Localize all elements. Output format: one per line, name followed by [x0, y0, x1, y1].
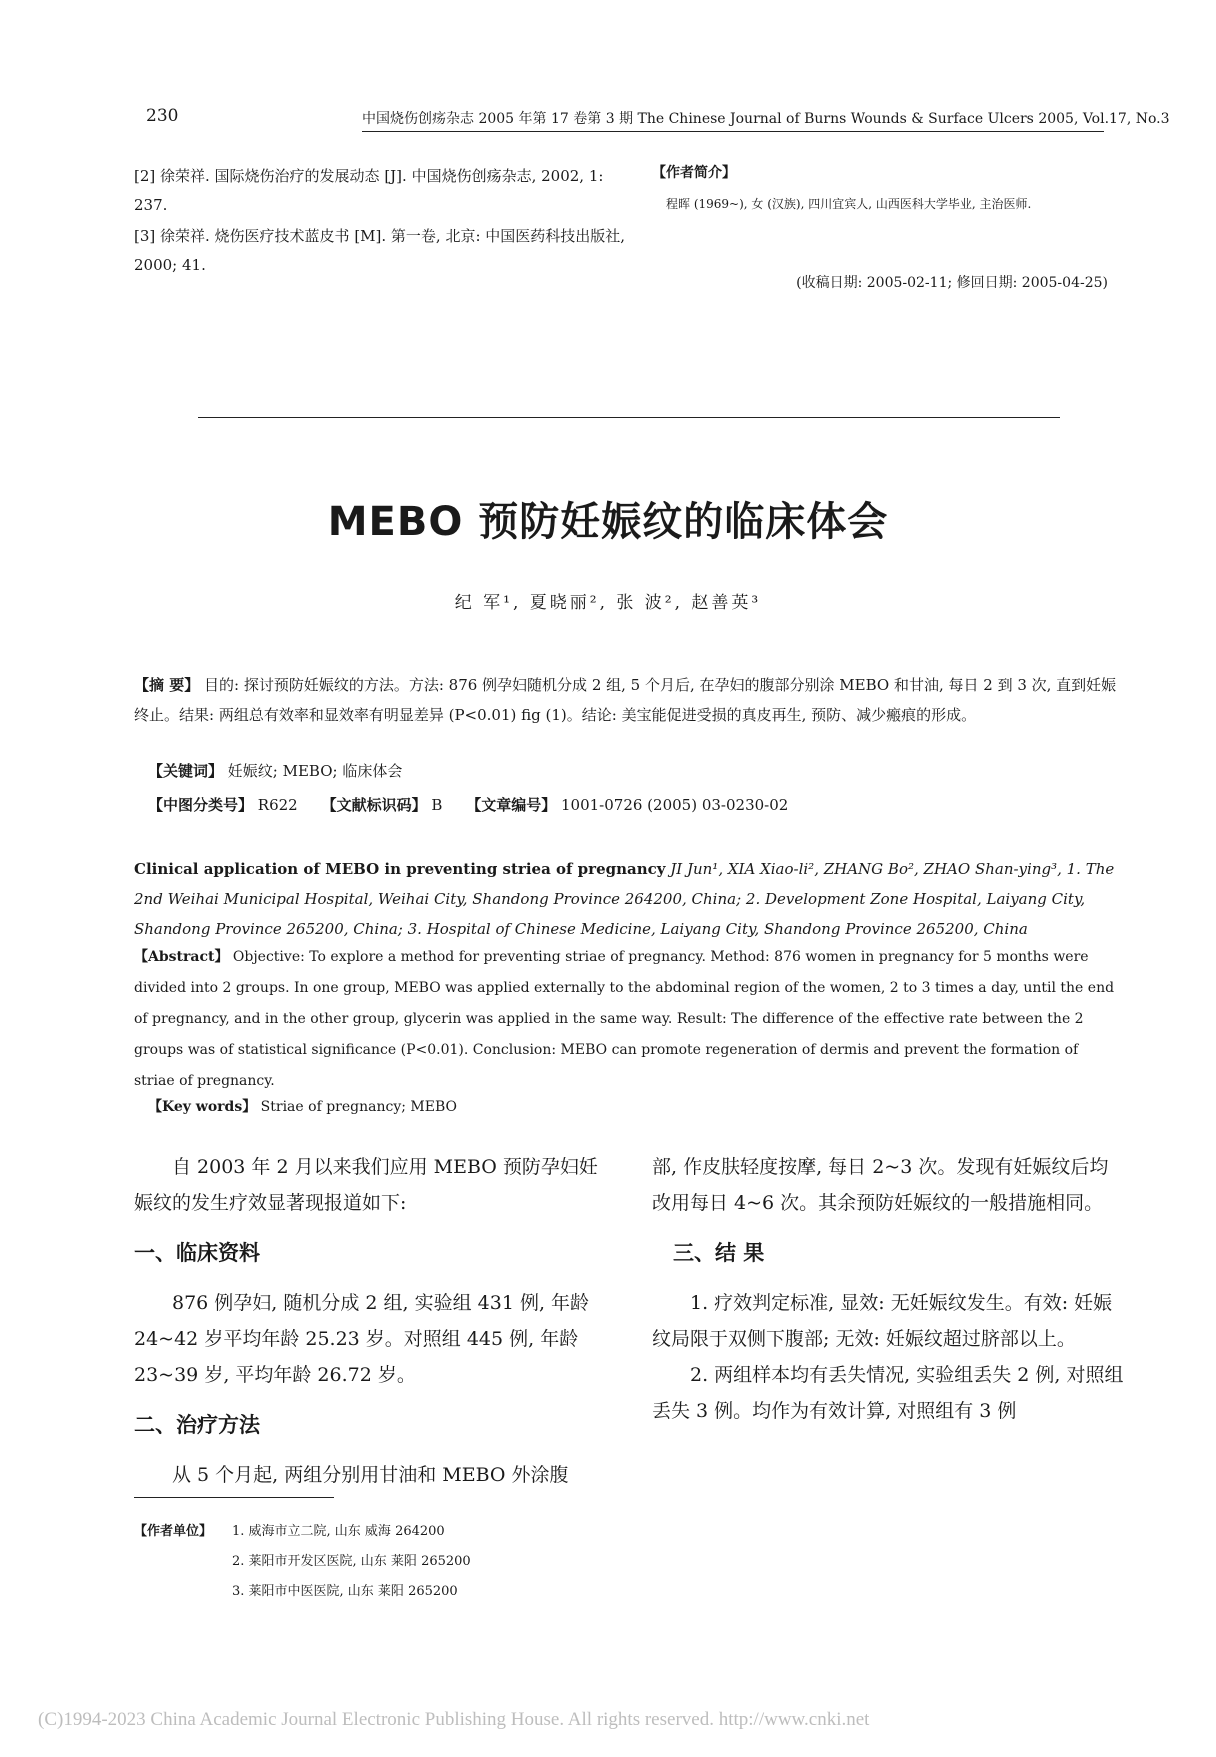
footnote-line: 3. 莱阳市中医医院, 山东 莱阳 265200 — [232, 1584, 458, 1599]
body-left-column — [134, 1149, 606, 1493]
section-heading-1: 一、临床资料 — [134, 1241, 260, 1265]
section-heading-2: 二、治疗方法 — [134, 1413, 260, 1437]
footnote-line: 2. 莱阳市开发区医院, 山东 莱阳 265200 — [232, 1554, 471, 1569]
received-dates: (收稿日期: 2005-02-11; 修回日期: 2005-04-25) — [796, 275, 1108, 291]
author-bio-label: 【作者简介】 — [652, 165, 736, 181]
doc-code-label: 【文献标识码】 — [321, 796, 427, 814]
abstract-cn-label: 【摘 要】 — [134, 676, 200, 694]
english-abstract-label: 【Abstract】 — [134, 949, 229, 965]
body-paragraph-4: 2. 两组样本均有丢失情况, 实验组丢失 2 例, 对照组丢失 3 例。均作为有效计算, 对照组有 3 例 — [652, 1364, 1124, 1422]
page-number: 230 — [146, 106, 179, 126]
body-paragraph-3: 1. 疗效判定标准, 显效: 无妊娠纹发生。有效: 妊娠纹局限于双侧下腹部; 无效: 妊娠纹超过脐部以上。 — [652, 1292, 1113, 1350]
english-title-block — [134, 854, 1122, 944]
article-title: MEBO 预防妊娠纹的临床体会 — [327, 499, 889, 545]
keywords-cn-label: 【关键词】 — [148, 762, 224, 780]
section-heading-3: 三、结 果 — [673, 1241, 765, 1265]
reference-3: [3] 徐荣祥. 烧伤医疗技术蓝皮书 [M]. 第一卷, 北京: 中国医药科技出版社, 2000; 41. — [134, 227, 626, 274]
article-separator — [198, 417, 1060, 418]
classification-line — [148, 794, 788, 815]
english-keywords-text: Striae of pregnancy; MEBO — [256, 1099, 457, 1115]
header-rule — [362, 131, 1104, 132]
keywords-cn — [148, 760, 402, 781]
author-bio-text: 程晖 (1969~), 女 (汉族), 四川宜宾人, 山西医科大学毕业, 主治医师. — [666, 197, 1032, 211]
english-keywords — [148, 1096, 457, 1116]
article-number-label: 【文章编号】 — [466, 796, 557, 814]
article-authors: 纪 军¹, 夏晓丽², 张 波², 赵善英³ — [454, 593, 762, 613]
copyright-notice: (C)1994-2023 China Academic Journal Electronic Publishing House. All rights reserved. http://www.cnki.net — [38, 1709, 870, 1730]
footnote-line: 1. 威海市立二院, 山东 威海 264200 — [232, 1524, 445, 1539]
body-right-column — [652, 1149, 1126, 1429]
article-number-value: 1001-0726 (2005) 03-0230-02 — [556, 796, 789, 814]
reference-2: [2] 徐荣祥. 国际烧伤治疗的发展动态 [J]. 中国烧伤创疡杂志, 2002, 1: 237. — [134, 167, 604, 214]
body-paragraph-2-continued: 部, 作皮肤轻度按摩, 每日 2~3 次。发现有妊娠纹后均改用每日 4~6 次。其余预防妊娠纹的一般措施相同。 — [652, 1156, 1109, 1214]
english-affiliations: 1. The 2nd Weihai Municipal Hospital, Weihai City, Shandong Province 264200, China; 2. Development Zone Hospital, Laiyang City, Shandong Province 265200, China; 3. Hospital of Chinese Medicine, Laiyang City, Shandong Province 265200, China — [134, 860, 1115, 938]
body-paragraph-2: 从 5 个月起, 两组分别用甘油和 MEBO 外涂腹 — [172, 1464, 569, 1486]
english-title: Clinical application of MEBO in preventing striea of pregnancy — [134, 860, 666, 878]
english-keywords-label: 【Key words】 — [148, 1099, 257, 1115]
english-abstract-text: Objective: To explore a method for preventing striae of pregnancy. Method: 876 women in pregnancy for 5 months were divided into 2 groups. In one group, MEBO was applied externally to the abdominal region of the women, 2 to 3 times a day, until the end of pregnancy, and in the other group, glycerin was applied in the same way. Result: The difference of the effective rate between the 2 groups was of statistical significance (P<0.01). Conclusion: MEBO can promote regeneration of dermis and prevent the formation of striae of pregnancy. — [134, 949, 1115, 1089]
running-head: 中国烧伤创疡杂志 2005 年第 17 卷第 3 期 The Chinese Journal of Burns Wounds & Surface Ulcers 2005, Vol.17, No.3 — [362, 111, 1170, 127]
abstract-cn — [134, 670, 1122, 730]
body-intro: 自 2003 年 2 月以来我们应用 MEBO 预防孕妇妊娠纹的发生疗效显著现报道如下: — [134, 1156, 598, 1214]
footnote-label: 【作者单位】 — [134, 1524, 213, 1539]
doc-code-value: B — [426, 796, 443, 814]
abstract-cn-text: 目的: 探讨预防妊娠纹的方法。方法: 876 例孕妇随机分成 2 组, 5 个月后, 在孕妇的腹部分别涂 MEBO 和甘油, 每日 2 到 3 次, 直到妊娠终止。结果: 两组总有效率和显效率有明显差异 (P<0.01) fig (1)。结论: 美宝能促进受损的真皮再生, 预防、减少瘢痕的形成。 — [134, 676, 1117, 724]
body-paragraph-1: 876 例孕妇, 随机分成 2 组, 实验组 431 例, 年龄 24~42 岁平均年龄 25.23 岁。对照组 445 例, 年龄 23~39 岁, 平均年龄 26.72 岁。 — [134, 1292, 590, 1386]
class-value: R622 — [253, 796, 298, 814]
keywords-cn-text: 妊娠纹; MEBO; 临床体会 — [223, 762, 403, 780]
class-label: 【中图分类号】 — [148, 796, 254, 814]
footnote-rule — [134, 1497, 334, 1498]
english-abstract — [134, 942, 1122, 1097]
english-authors: JI Jun¹, XIA Xiao-li², ZHANG Bo², ZHAO Shan-ying³, — [665, 860, 1067, 878]
